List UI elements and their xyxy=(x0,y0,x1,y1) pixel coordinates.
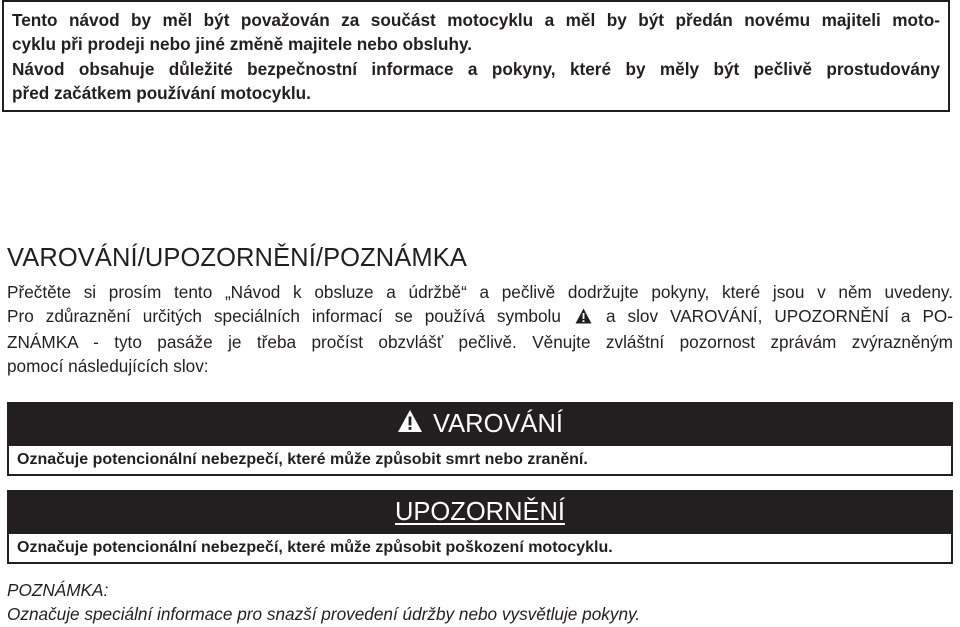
instructions-text-before-icon: Pro zdůraznění určitých speciálních informací se používá symbolu xyxy=(7,306,561,327)
intro-line-4: před začátkem používání motocyklu. xyxy=(12,82,311,103)
warning-box-text: Označuje potencionální nebezpečí, které může způsobit smrt nebo zranění. xyxy=(7,446,953,474)
instructions-line-1: Přečtěte si prosím tento „Návod k obsluze a údržbě“ a pečlivě dodržujte pokyny, které jsou v něm uvedeny. xyxy=(7,282,953,302)
caution-box-header xyxy=(7,490,953,534)
instructions-text-after-icon: a slov VAROVÁNÍ, UPOZORNĚNÍ a PO- xyxy=(605,306,954,327)
intro-notice-box xyxy=(2,0,950,112)
instructions-line-4: pomocí následujících slov: xyxy=(7,356,209,377)
instructions-line-2 xyxy=(7,304,953,330)
instructions-line-3: ZNÁMKA - tyto pasáže je třeba pročíst obzvlášť pečlivě. Věnujte zvláštní pozornost zprávám zvýrazněným xyxy=(7,332,953,353)
warning-triangle-icon xyxy=(575,306,592,330)
warning-box xyxy=(7,402,953,476)
caution-box-text: Označuje potencionální nebezpečí, které může způsobit poškození motocyklu. xyxy=(7,534,953,562)
warning-triangle-icon xyxy=(397,409,423,440)
note-label: POZNÁMKA: xyxy=(7,580,109,600)
caution-box xyxy=(7,490,953,564)
note-text: Označuje speciální informace pro snazší provedení údržby nebo vysvětluje pokyny. xyxy=(7,604,641,624)
intro-line-2: cyklu při prodeji nebo jiné změně majitele nebo obsluhy. xyxy=(12,34,473,55)
caution-box-title: UPOZORNĚNÍ xyxy=(394,497,565,526)
warning-box-title: VAROVÁNÍ xyxy=(433,409,563,438)
intro-line-3: Návod obsahuje důležité bezpečnostní informace a pokyny, které by měly být pečlivě prostudovány xyxy=(12,58,940,79)
intro-line-1: Tento návod by měl být považován za součást motocyklu a měl by být předán novému majiteli moto- xyxy=(12,10,940,30)
warning-box-header xyxy=(7,402,953,446)
instructions-paragraph xyxy=(7,280,953,378)
section-heading: VAROVÁNÍ/UPOZORNĚNÍ/POZNÁMKA xyxy=(7,244,467,272)
